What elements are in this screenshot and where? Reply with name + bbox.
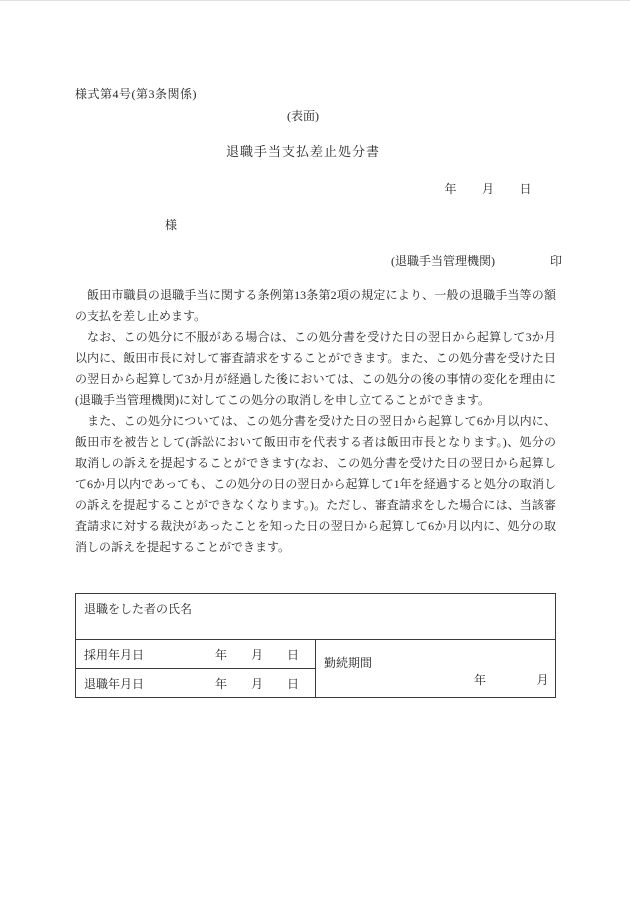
issuer-organization-label: (退職手当管理機関): [390, 254, 495, 268]
retirement-date-label: 退職年月日: [84, 676, 145, 691]
service-period-cell: [316, 640, 556, 698]
table-row: [76, 594, 556, 640]
paragraph-suspension-notice: 飯田市職員の退職手当に関する条例第13条第2項の規定により、一般の退職手当等の額の支払を差し止めます。: [75, 288, 556, 323]
document-title: 退職手当支払差止処分書: [225, 144, 380, 159]
seal-placeholder: 印: [549, 254, 562, 268]
paragraph-lawsuit-rights: また、この処分については、この処分書を受けた日の翌日から起算して6か月以内に、飯田市を被告として(訴訟において飯田市を代表する者は飯田市長となります。)、処分の取消しの訴えを提起することができます(なお、この処分書を受けた日の翌日から起算して6か月以内であっても、この処分の日の翌日から起算して1年を経過すると処分の取消しの訴えを提起することができなくなります。)。ただし、審査請求をした場合には、当該審査請求に対する裁決があったことを知った日の翌日から起算して6か月以内に、処分の取消しの訴えを提起することができます。: [75, 414, 556, 554]
retiree-info-table: [75, 593, 556, 698]
hire-date-units: 年 月 日: [214, 647, 299, 662]
paragraph-appeal-rights: なお、この処分に不服がある場合は、この処分書を受けた日の翌日から起算して3か月以内に、飯田市長に対して審査請求をすることができます。また、この処分書を受けた日の翌日から起算して3か月が経過した後においては、この処分の後の事情の変化を理由に(退職手当管理機関)に対してこの処分の取消しを申し立てることができます。: [75, 330, 556, 407]
side-label: (表面): [287, 109, 319, 123]
form-number-label: 様式第4号(第3条関係): [75, 87, 197, 101]
retirement-date-inner: [76, 669, 315, 697]
service-period-label: 勤続期間: [324, 656, 373, 670]
retiree-name-cell: 退職をした者の氏名: [76, 594, 556, 640]
hire-date-label: 採用年月日: [84, 647, 145, 662]
hire-date-cell: [76, 640, 316, 669]
table-row: [76, 640, 556, 669]
issue-date-blank: 年 月 日: [444, 182, 532, 196]
issuer-line: [391, 252, 562, 269]
hire-date-inner: [76, 640, 315, 668]
addressee-honorific: 様: [165, 218, 178, 232]
body-text: [75, 285, 556, 558]
retirement-date-units: 年 月 日: [214, 676, 299, 691]
retirement-date-cell: [76, 669, 316, 698]
service-period-units: 年 月: [473, 673, 549, 687]
